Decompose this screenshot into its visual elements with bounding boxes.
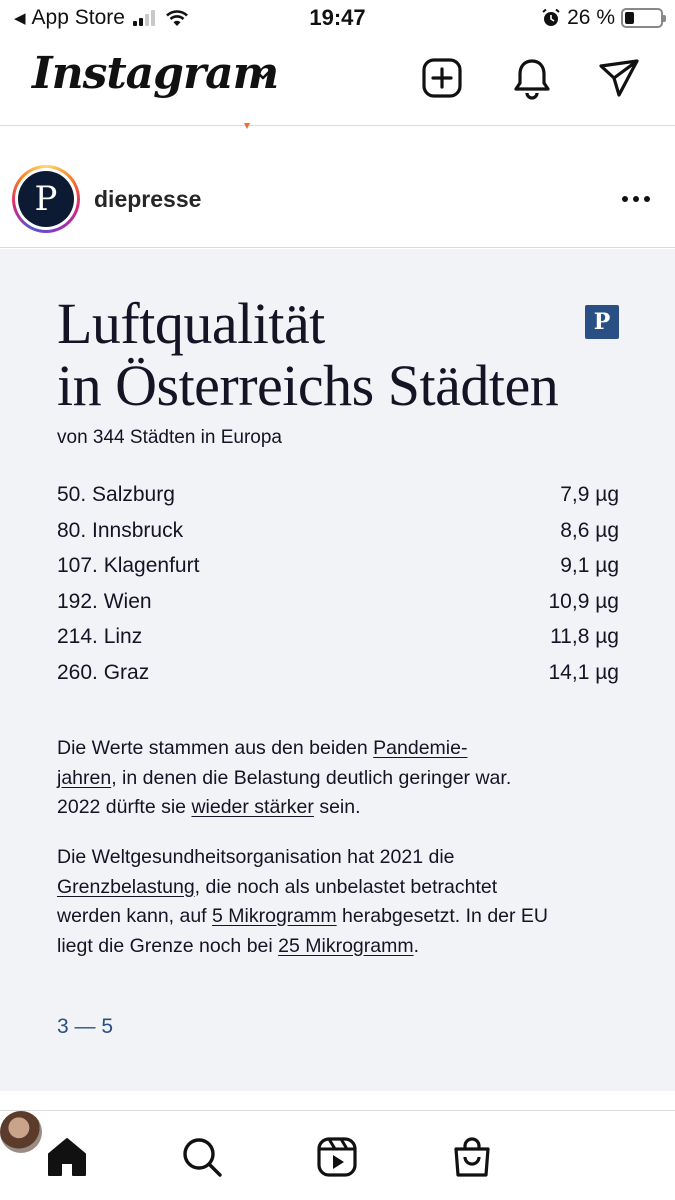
rank-value: 10,9 µg xyxy=(548,589,619,613)
instagram-logo[interactable]: Instagram xyxy=(32,48,279,99)
title-line-1: Luftqualität xyxy=(57,291,325,356)
post-image[interactable] xyxy=(0,249,675,1091)
post-header xyxy=(0,150,675,248)
chevron-down-icon[interactable] xyxy=(252,68,274,82)
story-indicator-icon xyxy=(244,123,250,129)
back-to-app-store[interactable]: App Store xyxy=(31,6,125,29)
post-subtitle: von 344 Städten in Europa xyxy=(57,427,283,448)
link-25-mikrogramm: 25 Mikrogramm xyxy=(278,934,414,957)
more-options-icon[interactable] xyxy=(616,186,656,212)
post-username[interactable]: diepresse xyxy=(94,186,202,212)
rank-city: 50. Salzburg xyxy=(57,483,175,506)
paragraph-pandemic xyxy=(57,734,557,823)
shop-icon[interactable] xyxy=(450,1135,494,1179)
battery-level xyxy=(625,12,634,24)
para-text: sein. xyxy=(313,796,361,818)
rank-city: 107. Klagenfurt xyxy=(57,554,200,578)
avatar[interactable] xyxy=(12,165,80,233)
avatar-letter: P xyxy=(18,171,74,227)
table-row xyxy=(57,625,619,661)
para-text: . xyxy=(413,934,420,957)
rank-value: 8,6 µg xyxy=(560,518,619,542)
status-time: 19:47 xyxy=(309,5,366,30)
table-row xyxy=(57,519,619,555)
paragraph-who xyxy=(57,843,557,961)
reels-icon[interactable] xyxy=(315,1135,359,1179)
para-text: Die Werte stammen aus den beiden xyxy=(57,737,374,759)
search-icon[interactable] xyxy=(180,1135,224,1179)
rank-city: 192. Wien xyxy=(57,589,152,613)
die-presse-logo: P xyxy=(585,305,619,339)
home-icon[interactable] xyxy=(45,1135,89,1179)
link-part: jahren xyxy=(57,766,112,789)
battery-percent: 26 % xyxy=(567,6,615,29)
rank-value: 11,8 µg xyxy=(550,625,619,649)
ranking-table xyxy=(57,483,619,697)
status-bar xyxy=(0,0,675,38)
profile-avatar[interactable] xyxy=(0,1111,42,1153)
page-indicator: 3 — 5 xyxy=(57,1015,114,1038)
bottom-nav xyxy=(0,1110,675,1200)
rank-city: 260. Graz xyxy=(57,660,150,684)
para-text: , in denen die Belastung deutlich geringer war. 2022 dürfte sie xyxy=(57,766,512,818)
para-text: herabgesetzt. In der EU liegt die Grenze noch bei xyxy=(57,905,549,957)
para-text: Die Weltgesundheitsorganisation hat 2021 die xyxy=(57,846,455,868)
rank-city: 214. Linz xyxy=(57,625,143,649)
app-header xyxy=(0,38,675,126)
paper-plane-icon[interactable] xyxy=(597,56,641,100)
plus-square-icon[interactable] xyxy=(420,56,464,100)
table-row xyxy=(57,483,619,519)
link-wieder-staerker: wieder stärker xyxy=(191,796,314,818)
rank-value: 9,1 µg xyxy=(560,554,619,578)
back-arrow-icon[interactable]: ◀ xyxy=(14,10,26,27)
table-row xyxy=(57,590,619,626)
link-grenzbelastung: Grenzbelastung xyxy=(57,875,195,898)
alarm-icon xyxy=(541,8,561,28)
link-5-mikrogramm: 5 Mikrogramm xyxy=(212,905,337,927)
rank-value: 14,1 µg xyxy=(548,660,619,684)
bell-icon[interactable] xyxy=(510,56,554,100)
link-part: Pandemie- xyxy=(373,737,468,759)
rank-city: 80. Innsbruck xyxy=(57,518,184,542)
table-row xyxy=(57,554,619,590)
battery-icon xyxy=(621,8,663,28)
para-text: , die noch als unbelastet betrachtet werden kann, auf xyxy=(57,875,498,927)
title-line-2: in Österreichs Städten xyxy=(57,353,559,418)
status-right xyxy=(541,6,663,30)
post-title xyxy=(57,293,558,417)
rank-value: 7,9 µg xyxy=(560,483,619,506)
table-row xyxy=(57,661,619,697)
